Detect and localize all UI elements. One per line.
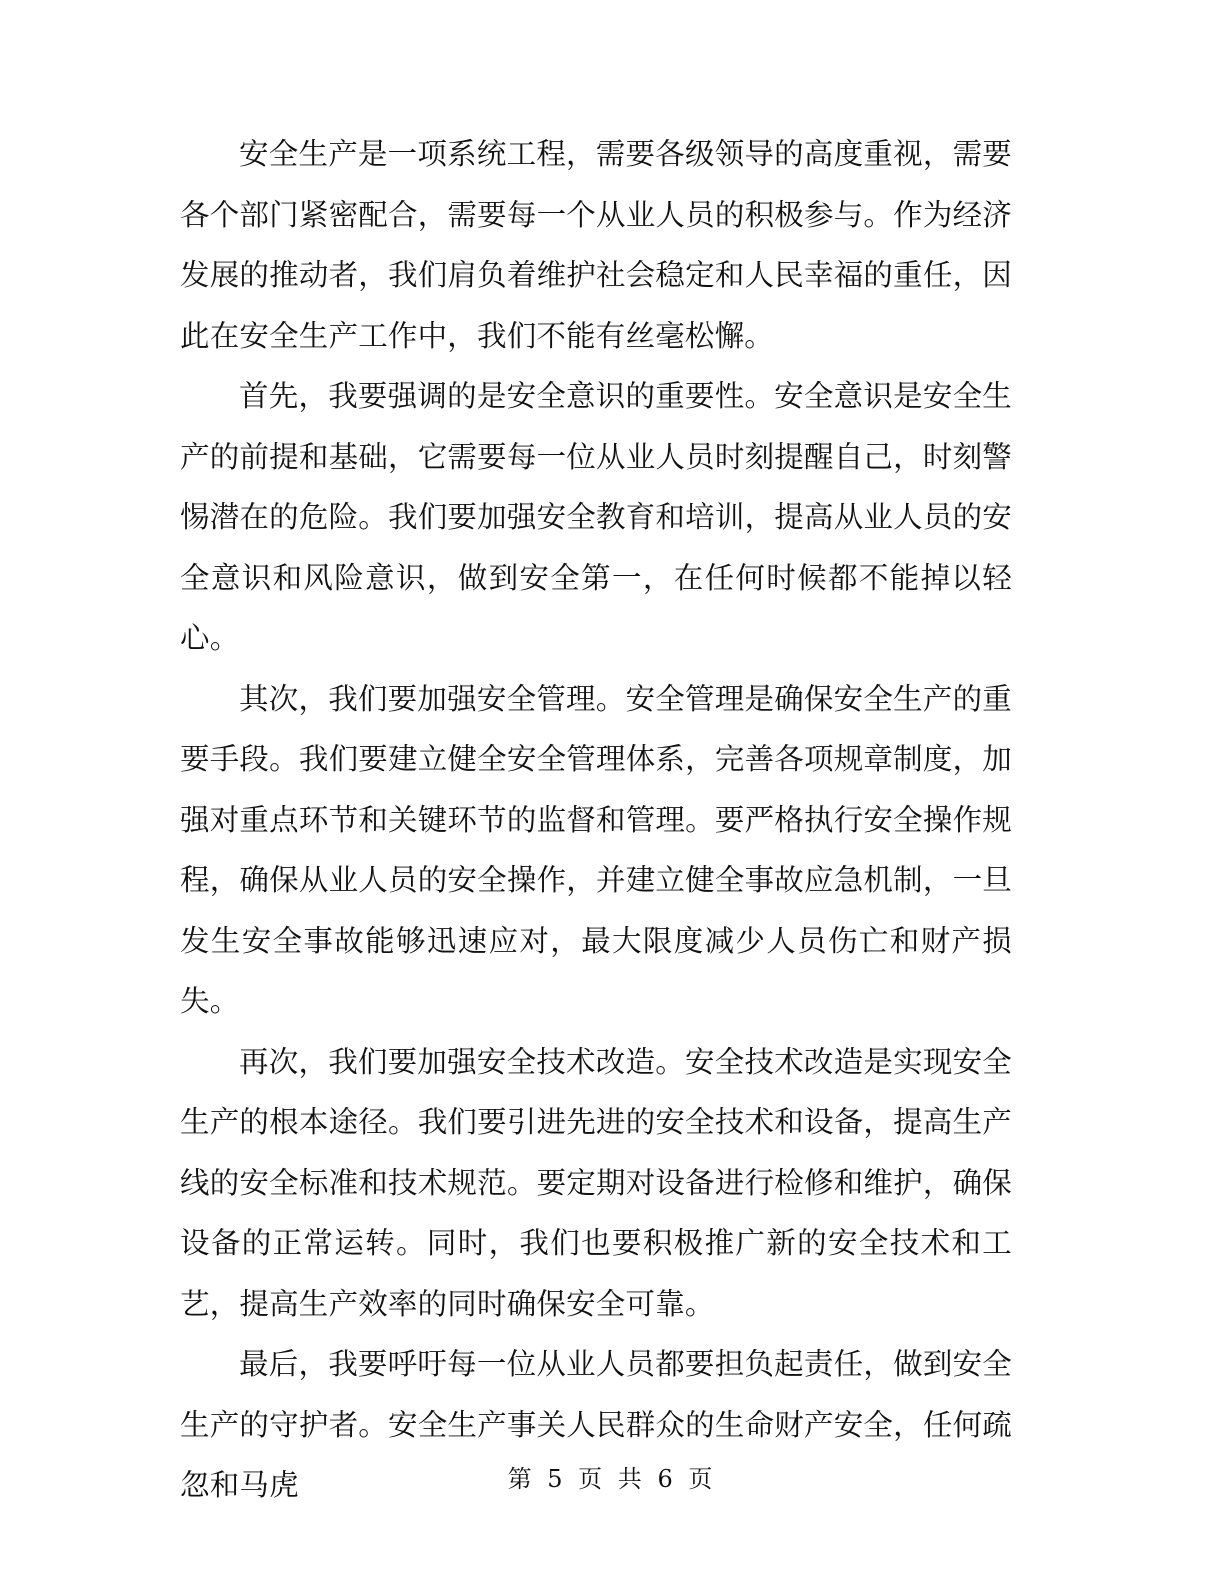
page-number-footer: 第 5 页 共 6 页 [507,1465,717,1493]
paragraph-2: 首先，我要强调的是安全意识的重要性。安全意识是安全生产的前提和基础，它需要每一位从业人员时刻提醒自己，时刻警惕潜在的危险。我们要加强安全教育和培训，提高从业人员的安全意识和风险意识，做到安全第一，在任何时候都不能掉以轻心。 [180,379,1012,655]
paragraph-1: 安全生产是一项系统工程，需要各级领导的高度重视，需要各个部门紧密配合，需要每一个从业人员的积极参与。作为经济发展的推动者，我们肩负着维护社会稳定和人民幸福的重任，因此在安全生产工作中，我们不能有丝毫松懈。 [180,137,1012,353]
document-body [180,124,1012,1516]
paragraph-3: 其次，我们要加强安全管理。安全管理是确保安全生产的重要手段。我们要建立健全安全管理体系，完善各项规章制度，加强对重点环节和关键环节的监督和管理。要严格执行安全操作规程，确保从业人员的安全操作，并建立健全事故应急机制，一旦发生安全事故能够迅速应对，最大限度减少人员伤亡和财产损失。 [180,681,1012,1018]
paragraph-4: 再次，我们要加强安全技术改造。安全技术改造是实现安全生产的根本途径。我们要引进先进的安全技术和设备，提高生产线的安全标准和技术规范。要定期对设备进行检修和维护，确保设备的正常运转。同时，我们也要积极推广新的安全技术和工艺，提高生产效率的同时确保安全可靠。 [180,1044,1012,1321]
paragraph-5: 最后，我要呼吁每一位从业人员都要担负起责任，做到安全生产的守护者。安全生产事关人民群众的生命财产安全，任何疏忽和马虎 [180,1347,1012,1502]
